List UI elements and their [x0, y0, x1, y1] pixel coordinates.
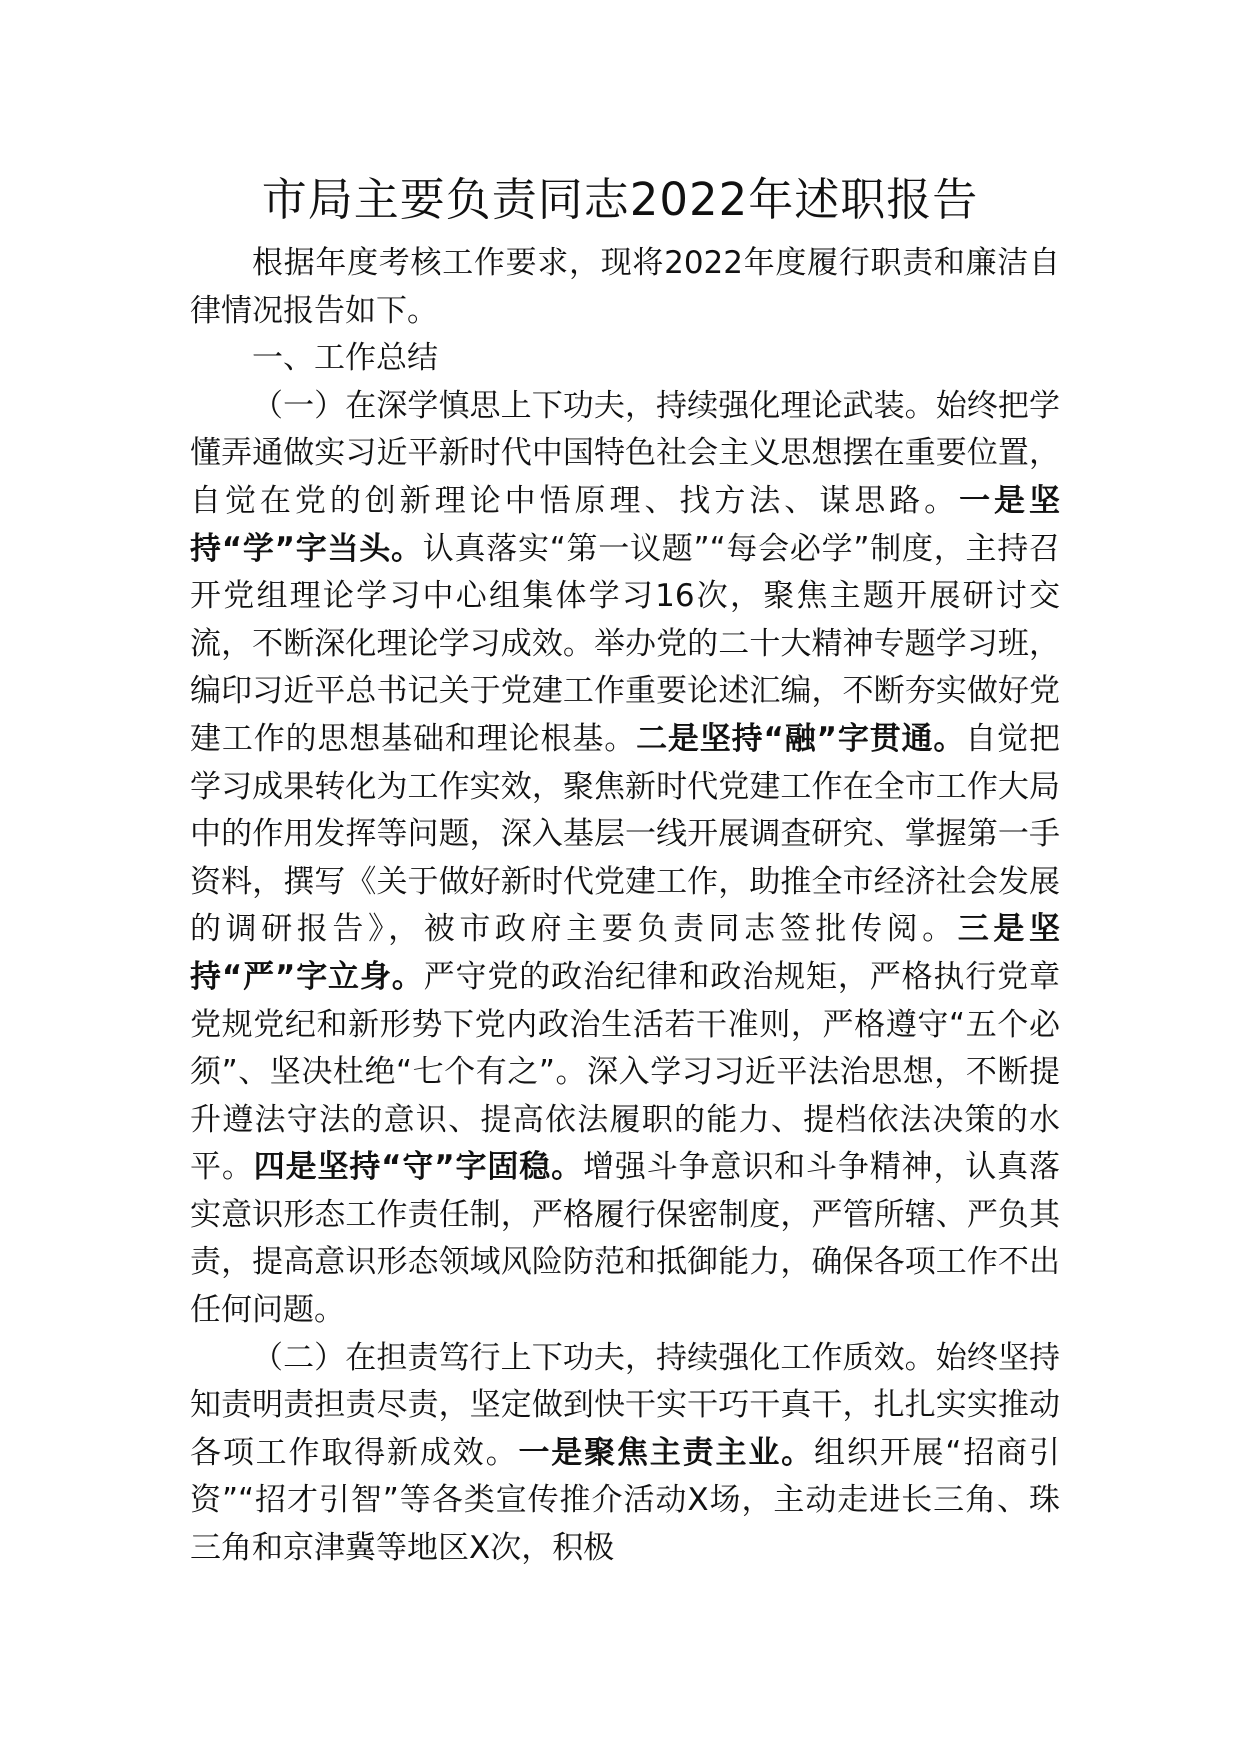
- paragraph-part-1: [190, 383, 1060, 1335]
- section-heading: 一、工作总结: [252, 340, 438, 377]
- document-title: 市局主要负责同志2022年述职报告: [261, 173, 979, 226]
- part2-point1-title: 一是聚焦主责主业。: [518, 1434, 815, 1471]
- document-body: [190, 240, 1060, 1573]
- part2-lead: （二）在担责笃行上下功夫，持续强化工作质效。始终坚持知责明责担责尽责，坚定做到快干实干巧干真干，扎扎实实推动各项工作取得新成效。: [190, 1339, 1060, 1471]
- intro-paragraph: 根据年度考核工作要求，现将2022年度履行职责和廉洁自律情况报告如下。: [190, 245, 1060, 329]
- part1-point2-title: 二是坚持“融”字贯通。: [636, 720, 966, 757]
- part1-lead: （一）在深学慎思上下功夫，持续强化理论武装。始终把学懂弄通做实习近平新时代中国特色社会主义思想摆在重要位置，自觉在党的创新理论中悟原理、找方法、谋思路。: [190, 387, 1060, 519]
- part1-point4-title: 四是坚持“守”字固稳。: [253, 1149, 583, 1186]
- part1-point1-text: 认真落实“第一议题”“每会必学”制度，主持召开党组理论学习中心组集体学习16次，聚焦主题开展研讨交流，不断深化理论学习成效。举办党的二十大精神专题学习班，编印习近平总书记关于党建工作重要论述汇编，不断夯实做好党建工作的思想基础和理论根基。: [190, 530, 1060, 757]
- part1-point3-text: 严守党的政治纪律和政治规矩，严格执行党章党规党纪和新形势下党内政治生活若干准则，严格遵守“五个必须”、坚决杜绝“七个有之”。深入学习习近平法治思想，不断提升遵法守法的意识、提高依法履职的能力、提档依法决策的水平。: [190, 958, 1060, 1186]
- part1-point2-text: 自觉把学习成果转化为工作实效，聚焦新时代党建工作在全市工作大局中的作用发挥等问题，深入基层一线开展调查研究、掌握第一手资料，撰写《关于做好新时代党建工作，助推全市经济社会发展的调研报告》，被市政府主要负责同志签批传阅。: [190, 720, 1061, 948]
- part2-point1-text: 组织开展“招商引资”“招才引智”等各类宣传推介活动X场，主动走进长三角、珠三角和京津冀等地区X次，积极: [190, 1434, 1060, 1567]
- paragraph-part-2: [190, 1335, 1060, 1573]
- part1-point3-title: 三是坚持“严”字立身。: [190, 911, 1061, 995]
- part1-point4-text: 增强斗争意识和斗争精神，认真落实意识形态工作责任制，严格履行保密制度，严管所辖、严负其责，提高意识形态领域风险防范和抵御能力，确保各项工作不出任何问题。: [190, 1149, 1061, 1329]
- part1-point1-title: 一是坚持“学”字当头。: [190, 482, 1061, 567]
